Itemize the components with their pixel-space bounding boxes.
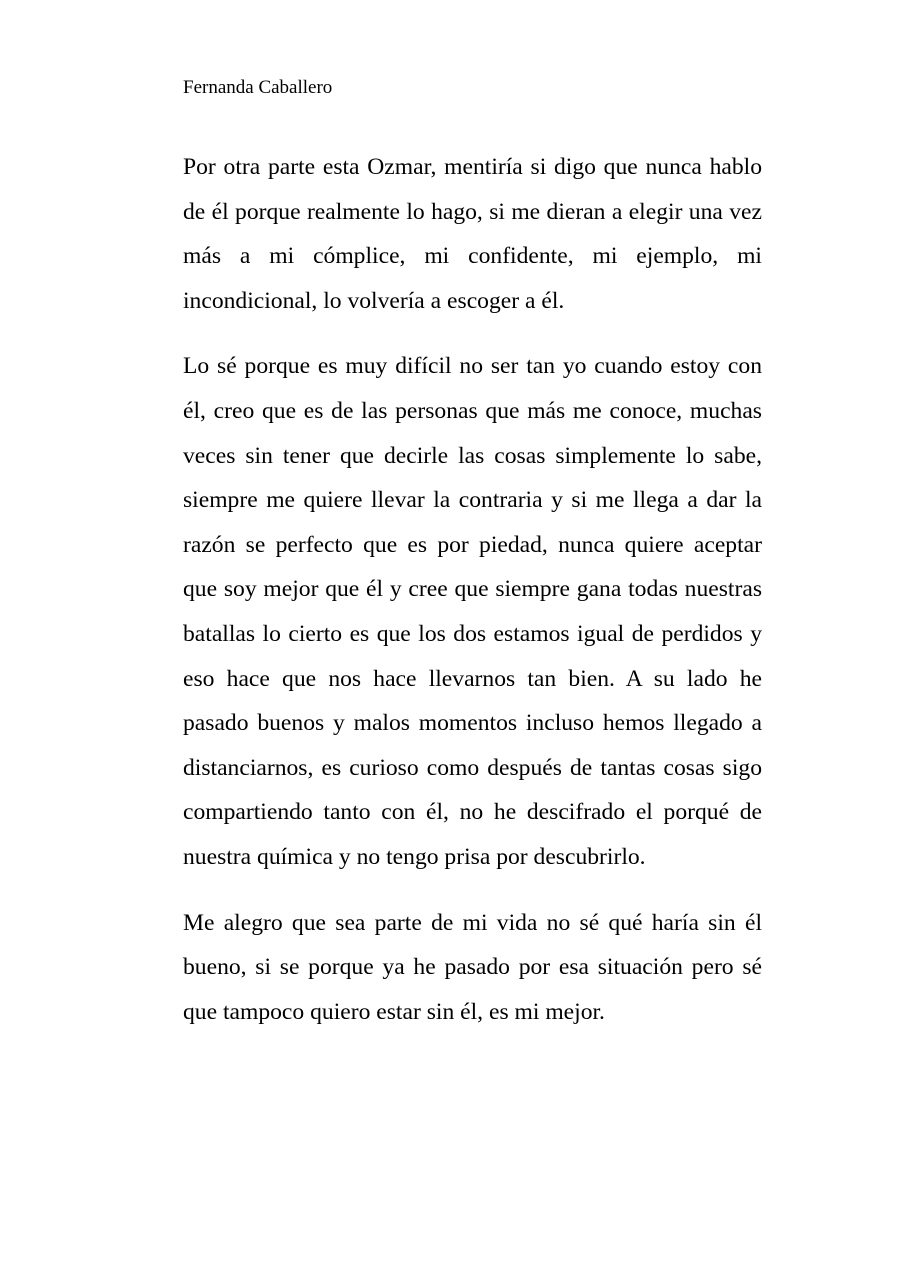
paragraph-3: Me alegro que sea parte de mi vida no sé qué haría sin él bueno, si se porque ya he pasado por esa situación pero sé que tampoco quiero estar sin él, es mi mejor. [183, 909, 762, 1025]
page-header-author: Fernanda Caballero [183, 77, 333, 98]
paragraph-2: Lo sé porque es muy difícil no ser tan yo cuando estoy con él, creo que es de las personas que más me conoce, muchas veces sin tener que decirle las cosas simplemente lo sabe, siempre me quiere llevar la contraria y si me llega a dar la razón se perfecto que es por piedad, nunca quiere aceptar que soy mejor que él y cree que siempre gana todas nuestras batallas lo cierto es que los dos estamos igual de perdidos y eso hace que nos hace llevarnos tan bien. A su lado he pasado buenos y malos momentos incluso hemos llegado a distanciarnos, es curioso como después de tantas cosas sigo compartiendo tanto con él, no he descifrado el porqué de nuestra química y no tengo prisa por descubrirlo. [183, 353, 762, 870]
document-body [183, 145, 762, 1055]
paragraph-1: Por otra parte esta Ozmar, mentiría si digo que nunca hablo de él porque realmente lo hago, si me dieran a elegir una vez más a mi cómplice, mi confidente, mi ejemplo, mi incondicional, lo volvería a escoger a él. [183, 154, 762, 314]
